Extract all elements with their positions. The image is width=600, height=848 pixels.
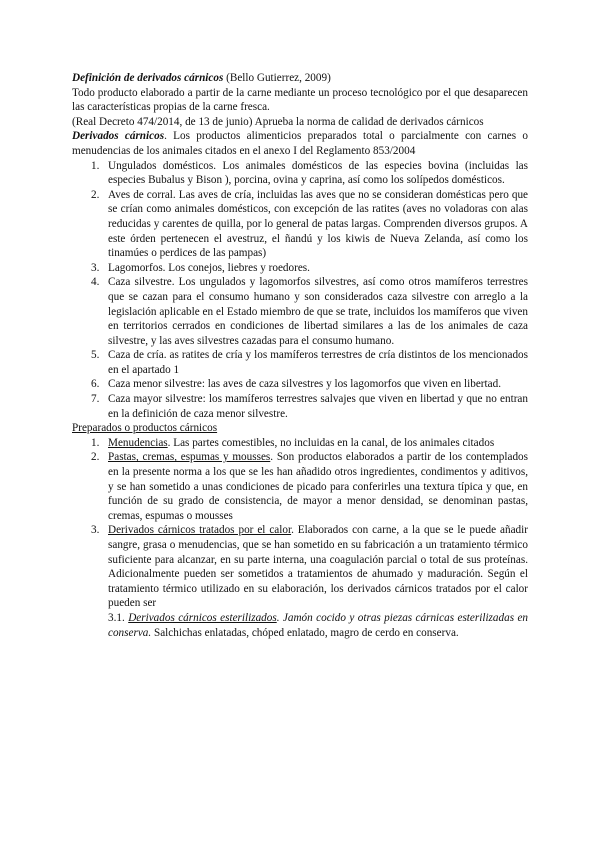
list-number: 4. <box>91 276 100 289</box>
preparados-heading: Preparados o productos cárnicos <box>72 422 218 435</box>
list-text: . Las partes comestibles, no incluidas en la canal, de los animales citados <box>167 436 495 449</box>
list-item <box>72 392 528 421</box>
list-label: Menudencias <box>108 436 168 449</box>
list-item <box>72 348 528 377</box>
list-item <box>72 450 528 523</box>
list-number: 6. <box>91 378 100 391</box>
list-number: 2. <box>91 451 100 464</box>
list-text: Caza de cría. as ratites de cría y los mamíferos terrestres de cría distintos de los mencionados en el apartado 1 <box>108 349 528 376</box>
list-item <box>72 261 528 276</box>
list-text: Caza silvestre. Los ungulados y lagomorfos silvestres, así como otros mamíferos terrestres que se cazan para el consumo humano y son considerados caza silvestre con arreglo a la legislación aplicable en el Estado miembro de que se trate, incluidos los mamíferos que viven en territorios cerrados en condiciones de libertad similares a las de los animales de caza silvestre, y las aves silvestres cazadas para el consumo humano. <box>108 276 528 347</box>
definition-title: Definición de derivados cárnicos <box>72 72 224 84</box>
list-number: 1. <box>91 436 100 449</box>
list-number: 1. <box>91 159 100 172</box>
list-text: . Elaborados con carne, a la que se le puede añadir sangre, grasa o menudencias, que se han sometido en su fabricación a un tratamiento térmico suficiente para alcanzar, en su parte interna, una coagulación parcial o total de sus proteínas. Adicionalmente pueden ser sometidos a tratamientos de ahumado y maduración. Según el tratamiento térmico utilizado en su elaboración, los derivados cárnicos tratados por el calor pueden ser <box>108 524 528 610</box>
derivados-text: . Los productos alimenticios preparados total o parcialmente con carnes o menudencias de los animales citados en el anexo I del Reglamento 853/2004 <box>72 130 528 157</box>
list-item <box>72 523 528 611</box>
document-body <box>72 71 528 640</box>
definition-text: Todo producto elaborado a partir de la carne mediante un proceso tecnológico por el que desaparecen las características propias de la carne fresca. <box>72 86 528 114</box>
derivados-definition <box>72 129 528 158</box>
list-number: 5. <box>91 349 100 362</box>
derivados-label: Derivados cárnicos <box>72 130 165 143</box>
definition-heading-line <box>72 71 528 86</box>
list-number: 7. <box>91 393 100 406</box>
list-label: Pastas, cremas, espumas y mousses <box>108 451 271 464</box>
list-text: Aves de corral. Las aves de cría, incluidas las aves que no se consideran domésticas pero que se crían como animales domésticos, con excepción de las ratites (aves no voladoras con alas reducidas y carentes de quilla, por lo general de patas largas. Comprenden diversos grupos. A este órden pertenecen el avestruz, el ñandú y los kiwis de Nueva Zelanda, así como los tinamúes o perdices de las pampas) <box>108 188 528 260</box>
list-label: Derivados cárnicos tratados por el calor <box>108 524 292 537</box>
list-text: Lagomorfos. Los conejos, liebres y roedores. <box>108 261 310 274</box>
preparados-list <box>72 436 528 611</box>
sub-text: Salchichas enlatadas, chóped enlatado, magro de cerdo en conserva. <box>151 626 459 639</box>
decree-text: (Real Decreto 474/2014, de 13 de junio) Aprueba la norma de calidad de derivados cárnicos <box>72 115 484 128</box>
sub-label: Derivados cárnicos esterilizados <box>128 611 277 624</box>
list-text: . Son productos elaborados a partir de los contemplados en la presente norma a los que se les han añadido otros ingredientes, condimentos y aditivos, y se han sometido a unas condiciones de picado para conferirles una textura típica y que, en función de su grado de consistencia, de mayor a menor densidad, se denominan pastas, cremas, espumas o mousses <box>108 451 529 522</box>
sub-item-3-1 <box>72 611 528 640</box>
list-text: Caza mayor silvestre: los mamíferos terrestres salvajes que viven en libertad y que no entran en la definición de caza menor silvestre. <box>108 393 528 420</box>
sub-italic-text: . Jamón cocido y otras piezas cárnicas esterilizadas en conserva. <box>108 611 529 639</box>
list-item <box>72 275 528 348</box>
list-number: 3. <box>91 524 100 537</box>
list-item <box>72 436 528 451</box>
sub-number: 3.1. <box>108 611 125 624</box>
definition-source: (Bello Gutierrez, 2009) <box>223 72 331 84</box>
list-number: 2. <box>91 188 100 201</box>
list-text: Ungulados domésticos. Los animales domésticos de las especies bovina (incluidas las especies Bubalus y Bison ), porcina, ovina y caprina, así como los solípedos domésticos. <box>108 159 528 187</box>
list-item <box>72 159 528 188</box>
list-item <box>72 377 528 392</box>
animal-list <box>72 159 528 422</box>
list-number: 3. <box>91 261 100 274</box>
list-text: Caza menor silvestre: las aves de caza silvestres y los lagomorfos que viven en libertad. <box>108 378 501 391</box>
list-item <box>72 188 528 261</box>
